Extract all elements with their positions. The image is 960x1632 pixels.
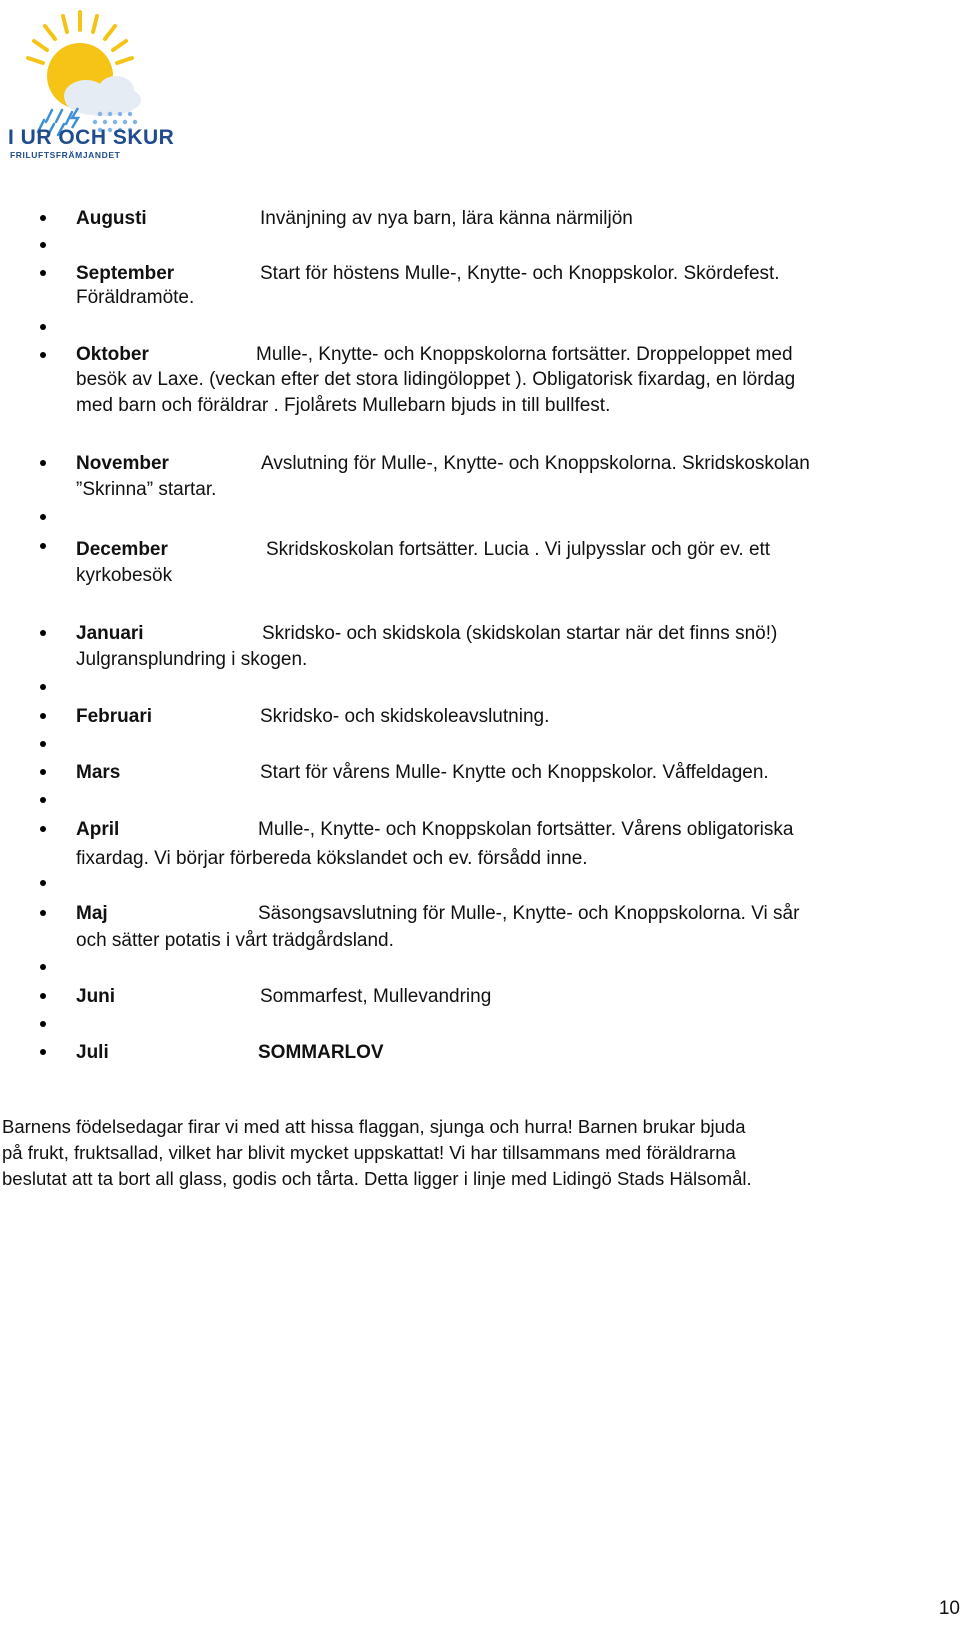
month-description: Skridsko- och skidskola (skidskolan startar när det finns snö!): [262, 623, 778, 644]
list-item-augusti: [76, 207, 633, 231]
list-item-maj: [76, 902, 800, 926]
bullet-icon: [40, 964, 46, 970]
month-label: Maj: [76, 903, 108, 924]
footer-line: Barnens födelsedagar firar vi med att hissa flaggan, sjunga och hurra! Barnen brukar bjuda: [2, 1116, 746, 1137]
list-item-februari: [76, 705, 550, 729]
month-description: Mulle-, Knytte- och Knoppskolan fortsätter. Vårens obligatoriska: [258, 819, 794, 840]
bullet-icon: [40, 352, 46, 358]
month-description: Avslutning för Mulle-, Knytte- och Knoppskolorna. Skridskoskolan: [261, 453, 810, 474]
footer-line: beslutat att ta bort all glass, godis och tårta. Detta ligger i linje med Lidingö Stads Hälsomål.: [2, 1168, 752, 1189]
continuation-line: kyrkobesök: [76, 565, 173, 586]
bullet-icon: [40, 797, 46, 803]
continuation-line: fixardag. Vi börjar förbereda kökslandet och ev. försådd inne.: [76, 848, 588, 869]
continuation-line: med barn och föräldrar . Fjolårets Mullebarn bjuds in till bullfest.: [76, 395, 611, 416]
month-description: SOMMARLOV: [258, 1042, 384, 1063]
bullet-icon: [40, 684, 46, 690]
bullet-icon: [40, 741, 46, 747]
list-item-oktober: [76, 343, 793, 367]
bullet-icon: [40, 543, 46, 549]
month-description: Säsongsavslutning för Mulle-, Knytte- och Knoppskolorna. Vi sår: [258, 903, 800, 924]
month-label: December: [76, 539, 168, 560]
bullet-icon: [40, 713, 46, 719]
continuation-line: besök av Laxe. (veckan efter det stora lidingöloppet ). Obligatorisk fixardag, en lördag: [76, 369, 796, 390]
list-item-september: [76, 262, 780, 286]
logo-text: [8, 126, 175, 161]
month-description: Invänjning av nya barn, lära känna närmiljön: [260, 208, 633, 229]
list-item-juli: [76, 1041, 384, 1065]
list-item-november: [76, 452, 810, 476]
month-label: Oktober: [76, 344, 149, 365]
continuation-line: ”Skrinna” startar.: [76, 479, 217, 500]
month-description: Start för vårens Mulle- Knytte och Knoppskolor. Våffeldagen.: [260, 762, 769, 783]
continuation-line: och sätter potatis i vårt trädgårdsland.: [76, 930, 394, 951]
bullet-icon: [40, 514, 46, 520]
month-label: November: [76, 453, 169, 474]
bullet-icon: [40, 1021, 46, 1027]
bullet-icon: [40, 324, 46, 330]
month-label: Mars: [76, 762, 121, 783]
bullet-icon: [40, 910, 46, 916]
list-item-juni: [76, 985, 492, 1009]
month-description: Skridsko- och skidskoleavslutning.: [260, 706, 550, 727]
logo-title: I UR OCH SKUR: [8, 126, 175, 149]
logo-subtitle: FRILUFTSFRÄMJANDET: [10, 150, 121, 160]
month-label: Augusti: [76, 208, 147, 229]
bullet-icon: [40, 270, 46, 276]
footer-line: på frukt, fruktsallad, vilket har blivit mycket uppskattat! Vi har tillsammans med föräldrarna: [2, 1142, 736, 1163]
list-item-januari: [76, 622, 778, 646]
list-item-april: [76, 818, 794, 842]
bullet-icon: [40, 993, 46, 999]
bullet-icon: [40, 826, 46, 832]
bullet-icon: [40, 630, 46, 636]
month-description: Mulle-, Knytte- och Knoppskolorna fortsätter. Droppeloppet med: [256, 344, 793, 365]
continuation-line: Föräldramöte.: [76, 287, 195, 308]
list-item-mars: [76, 761, 769, 785]
bullet-icon: [40, 880, 46, 886]
month-description: Start för höstens Mulle-, Knytte- och Knoppskolor. Skördefest.: [260, 263, 780, 284]
month-label: Februari: [76, 706, 153, 727]
month-label: September: [76, 263, 175, 284]
month-description: Sommarfest, Mullevandring: [260, 986, 492, 1007]
month-label: Juli: [76, 1042, 109, 1063]
bullet-icon: [40, 1049, 46, 1055]
bullet-icon: [40, 242, 46, 248]
bullet-icon: [40, 769, 46, 775]
month-label: Juni: [76, 986, 116, 1007]
bullet-icon: [40, 215, 46, 221]
list-item-december: [76, 538, 771, 562]
month-description: Skridskoskolan fortsätter. Lucia . Vi julpysslar och gör ev. ett: [266, 539, 771, 560]
month-label: Januari: [76, 623, 144, 644]
bullet-icon: [40, 460, 46, 466]
continuation-line: Julgransplundring i skogen.: [76, 649, 308, 670]
page-number: 10: [938, 1598, 960, 1619]
month-label: April: [76, 819, 120, 840]
